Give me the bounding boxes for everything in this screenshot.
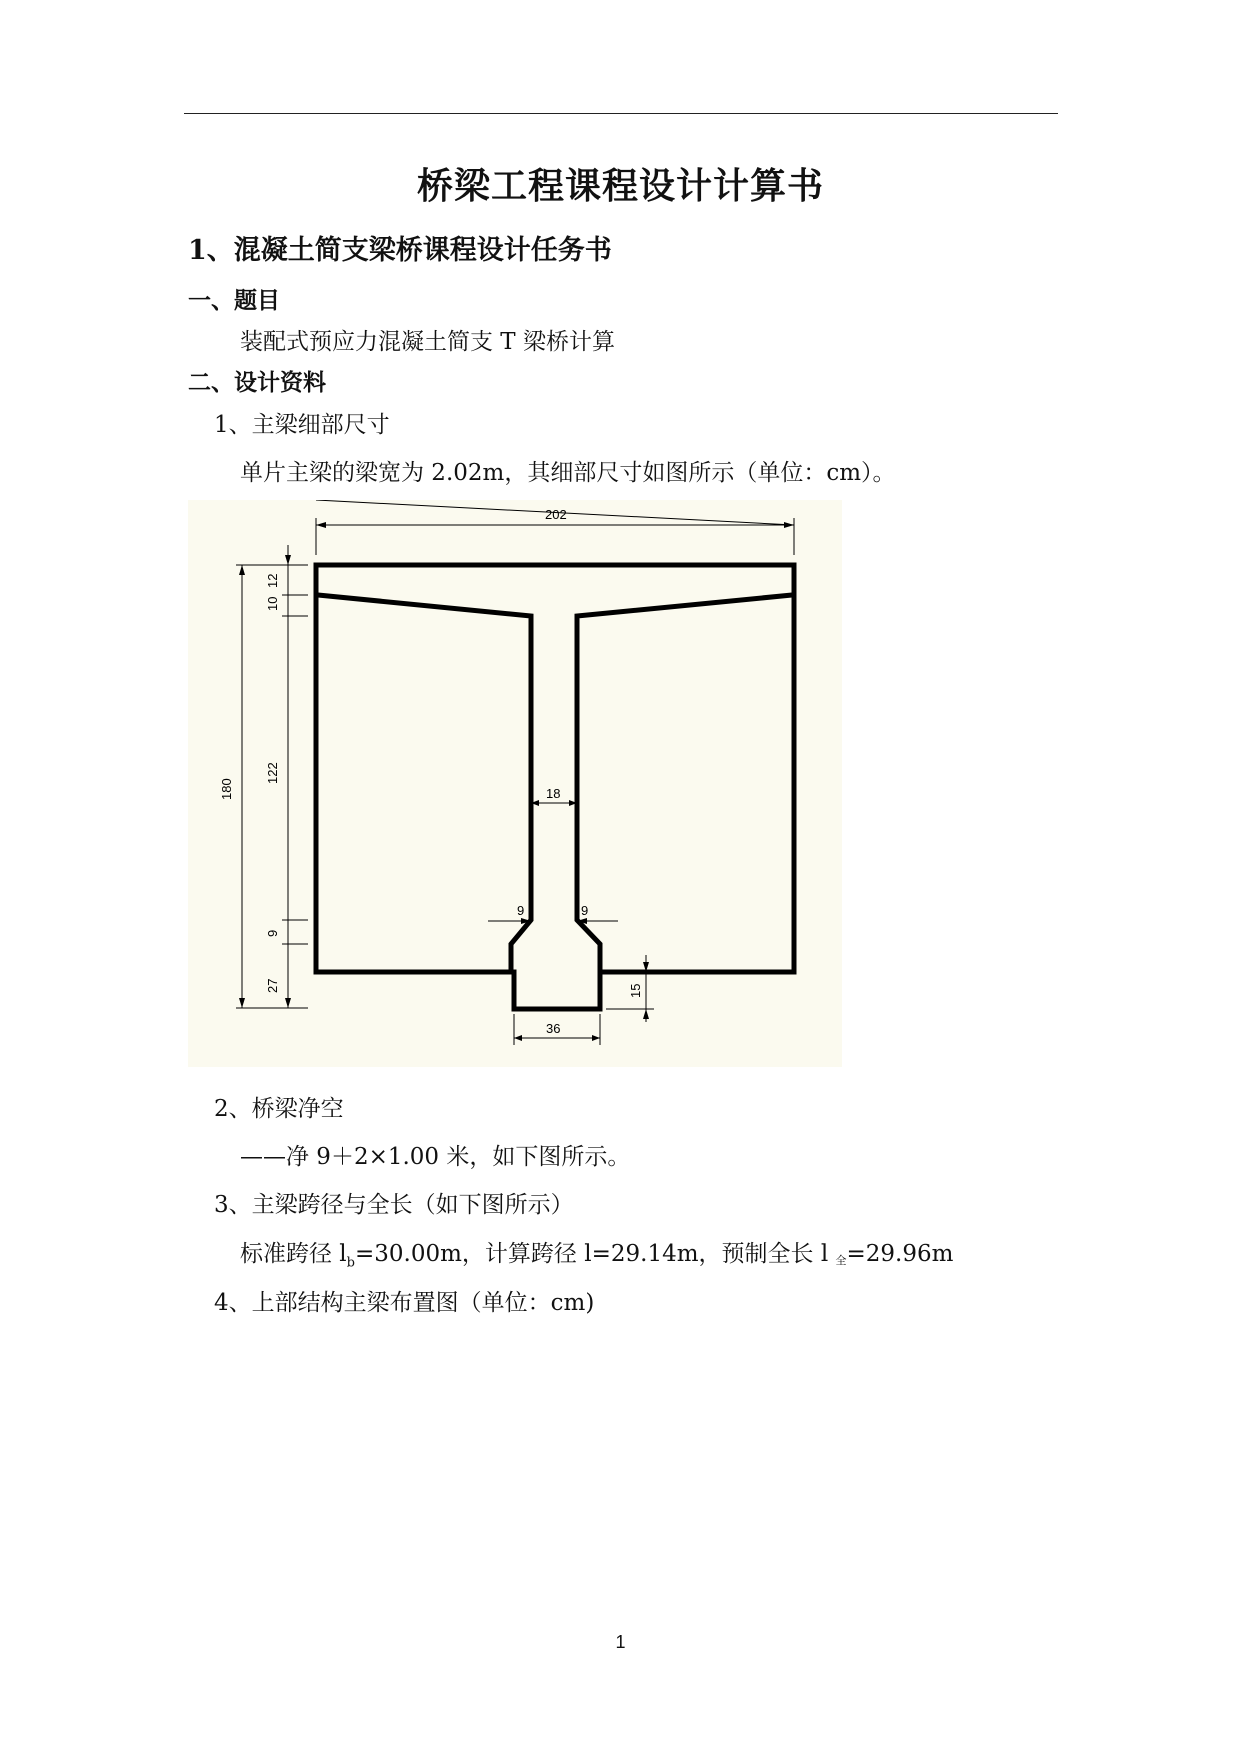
dim-label-202: 202 xyxy=(545,507,567,522)
part2-heading: 二、设计资料 xyxy=(188,369,326,396)
dim-label-9-right: 9 xyxy=(581,903,589,918)
document-title: 桥梁工程课程设计计算书 xyxy=(416,165,824,207)
part1-heading: 一、题目 xyxy=(188,287,280,314)
item3-text-c: =29.96m xyxy=(846,1241,954,1267)
dim-label-12: 12 xyxy=(265,573,280,588)
header-rule xyxy=(184,113,1058,114)
t-beam-section-figure xyxy=(188,500,842,1067)
dim-label-9: 9 xyxy=(265,929,280,937)
item3-text xyxy=(240,1235,953,1271)
dim-label-18: 18 xyxy=(546,786,561,801)
item2-heading: 2、桥梁净空 xyxy=(214,1096,344,1122)
item1-text: 单片主梁的梁宽为 2.02m，其细部尺寸如图所示（单位：cm）。 xyxy=(240,460,896,486)
item3-subscript-b: b xyxy=(346,1255,355,1271)
item3-heading: 3、主梁跨径与全长（如下图所示） xyxy=(214,1192,574,1218)
item3-subscript-quan: 全 xyxy=(835,1254,847,1267)
item4-heading: 4、上部结构主梁布置图（单位：cm) xyxy=(214,1290,595,1316)
section-heading: 1、混凝土简支梁桥课程设计任务书 xyxy=(188,235,612,266)
dim-label-15: 15 xyxy=(628,983,643,998)
dim-label-36: 36 xyxy=(546,1021,561,1036)
dim-label-10: 10 xyxy=(265,596,280,611)
item2-text xyxy=(240,1138,630,1171)
part1-text: 装配式预应力混凝土简支 T 梁桥计算 xyxy=(240,329,615,355)
dim-label-180: 180 xyxy=(219,778,234,800)
dim-label-9-left: 9 xyxy=(517,903,525,918)
page-number: 1 xyxy=(615,1632,626,1652)
dim-label-27: 27 xyxy=(265,978,280,993)
item3-text-a: 标准跨径 l xyxy=(240,1241,347,1267)
item1-heading: 1、主梁细部尺寸 xyxy=(214,412,390,438)
item3-text-b: =30.00m，计算跨径 l=29.14m，预制全长 l xyxy=(355,1241,836,1267)
item2-text-content: ——净 9＋2×1.00 米，如下图所示。 xyxy=(240,1144,631,1170)
dim-label-122: 122 xyxy=(265,762,280,784)
